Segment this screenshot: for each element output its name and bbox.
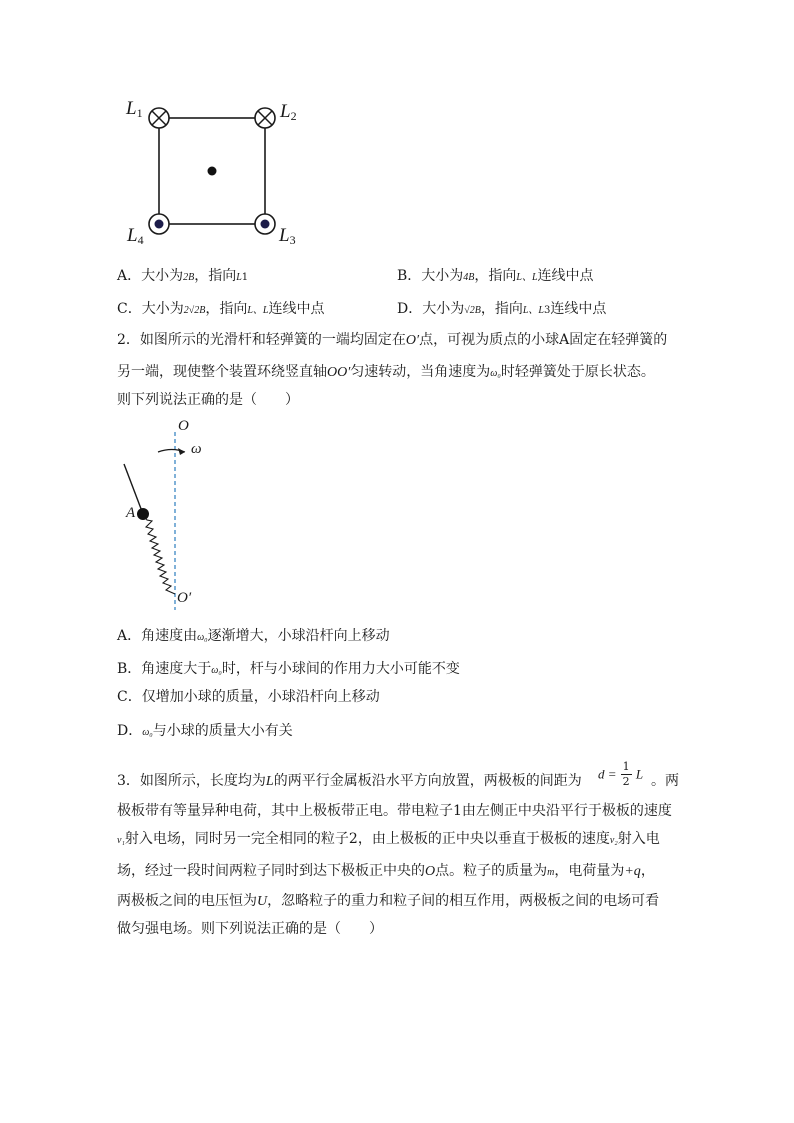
label-o-top: O	[178, 418, 189, 434]
q1-option-d: D．大小为√2B，指向L、L3连线中点	[397, 301, 607, 317]
q2-stem-line1: 2．如图所示的光滑杆和轻弹簧的一端均固定在O′点，可视为质点的小球A固定在轻弹簧的	[117, 332, 668, 348]
label-l2: $L_2$	[280, 101, 297, 123]
label-o-prime: O′	[177, 590, 192, 606]
label-l1: $L_1$	[126, 98, 143, 120]
spring	[143, 514, 175, 594]
q2-option-a: A．角速度由ω₀逐渐增大，小球沿杆向上移动	[117, 628, 390, 644]
q2-option-c: C．仅增加小球的质量，小球沿杆向上移动	[117, 689, 380, 705]
ball-a	[137, 508, 149, 520]
q2-option-d: D．ω₀与小球的质量大小有关	[117, 723, 293, 739]
label-a: A	[126, 505, 136, 521]
q3-distance-formula: d = $\frac{1}{2}$ L	[598, 760, 644, 788]
label-l3: $L_3$	[279, 225, 296, 247]
q1-option-c: C．大小为2√2B，指向L、L连线中点	[117, 301, 325, 317]
q2-stem-line3: 则下列说法正确的是（ ）	[117, 392, 299, 408]
q3-stem-line4: 场，经过一段时间两粒子同时到达下极板正中央的O点。粒子的质量为m，电荷量为+q，	[117, 863, 655, 879]
label-l4: $L_4$	[127, 225, 144, 247]
q3-stem-line3: v₁射入电场，同时另一完全相同的粒子2，由上极板的正中央以垂直于极板的速度v₂射入电	[117, 831, 660, 847]
label-omega: ω	[191, 441, 202, 457]
q3-stem-line2: 极板带有等量异种电荷，其中上极板带正电。带电粒子1由左侧正中央沿平行于极板的速度	[117, 803, 672, 819]
q1-option-b: B．大小为4B，指向L、L连线中点	[397, 268, 594, 284]
q1-option-a: A．大小为2B，指向L1	[117, 268, 249, 284]
q2-option-b: B．角速度大于ω₀时，杆与小球间的作用力大小可能不变	[117, 661, 460, 677]
q3-stem-line1: 3．如图所示，长度均为L的两平行金属板沿水平方向放置，两极板的间距为	[117, 773, 582, 789]
q3-stem-line1-end: 。两	[651, 773, 679, 789]
q2-stem-line2: 另一端，现使整个装置环绕竖直轴OO′匀速转动，当角速度为ω₀时轻弹簧处于原长状态。	[117, 364, 655, 380]
q3-stem-line5: 两极板之间的电压恒为U，忽略粒子的重力和粒子间的相互作用，两极板之间的电场可看	[117, 893, 660, 909]
q3-stem-line6: 做匀强电场。则下列说法正确的是（ ）	[117, 921, 383, 937]
